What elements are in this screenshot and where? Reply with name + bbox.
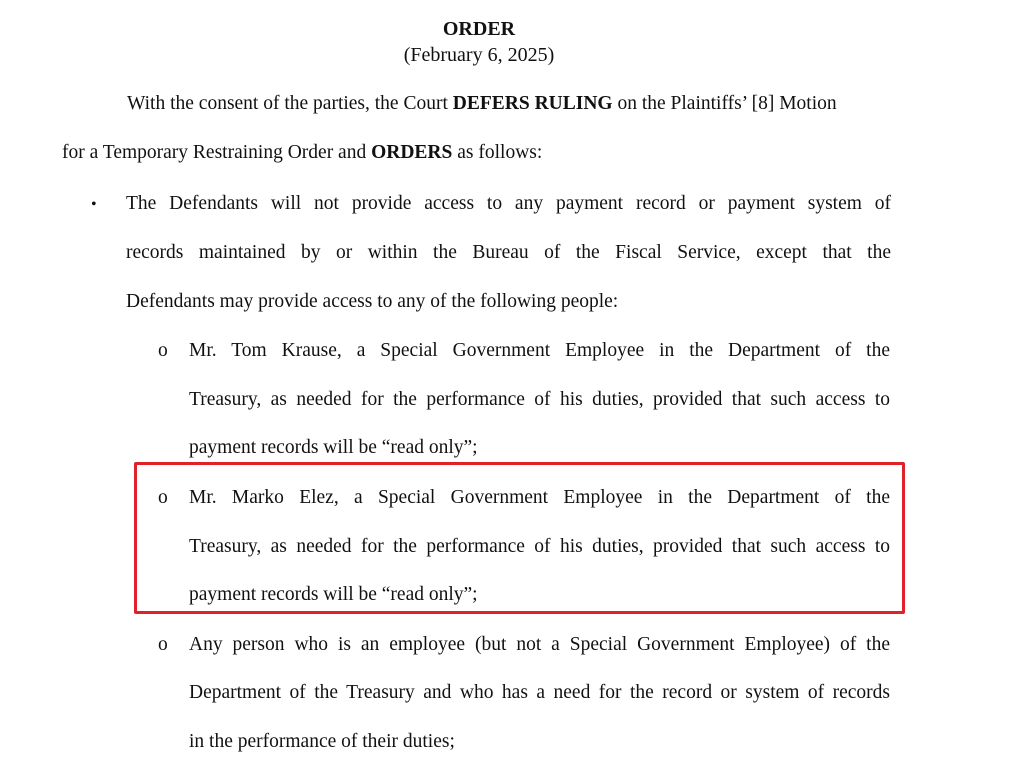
- sub-bullet-3-line-2: Department of the Treasury and who has a need for the record or system of records: [189, 682, 890, 703]
- sub-bullet-1-line-1: Mr. Tom Krause, a Special Government Employee in the Department of the: [189, 340, 890, 361]
- sub-bullet-marker: o: [158, 634, 168, 655]
- intro-text: for a Temporary Restraining Order and: [62, 142, 372, 163]
- sub-bullet-3-line-1: Any person who is an employee (but not a Special Government Employee) of the: [189, 634, 890, 655]
- intro-text: on the Plaintiffs’ [8] Motion: [612, 93, 837, 114]
- order-date: (February 6, 2025): [403, 44, 555, 66]
- sub-bullet-3-line-3: in the performance of their duties;: [189, 731, 455, 752]
- sub-bullet-marker: o: [158, 487, 168, 508]
- main-bullet-line-3: Defendants may provide access to any of the following people:: [126, 291, 619, 312]
- sub-bullet-2-line-3: payment records will be “read only”;: [189, 584, 478, 605]
- order-title: ORDER: [442, 18, 516, 40]
- main-bullet-line-2: records maintained by or within the Bureau of the Fiscal Service, except that the: [126, 242, 891, 263]
- intro-text: With the consent of the parties, the Court: [127, 93, 453, 114]
- sub-bullet-2-line-1: Mr. Marko Elez, a Special Government Employee in the Department of the: [189, 487, 890, 508]
- main-bullet-line-1: The Defendants will not provide access to any payment record or payment system of: [126, 193, 891, 214]
- intro-text: as follows:: [452, 142, 543, 163]
- intro-emphasis: ORDERS: [371, 142, 453, 163]
- highlight-annotation-box: [134, 462, 905, 614]
- bullet-marker: •: [91, 196, 97, 213]
- intro-line-1: [127, 92, 837, 116]
- sub-bullet-1-line-3: payment records will be “read only”;: [189, 437, 478, 458]
- sub-bullet-marker: o: [158, 340, 168, 361]
- intro-line-2: [62, 141, 542, 165]
- sub-bullet-2-line-2: Treasury, as needed for the performance of his duties, provided that such access to: [189, 536, 890, 557]
- sub-bullet-1-line-2: Treasury, as needed for the performance of his duties, provided that such access to: [189, 389, 890, 410]
- intro-emphasis: DEFERS RULING: [452, 93, 613, 114]
